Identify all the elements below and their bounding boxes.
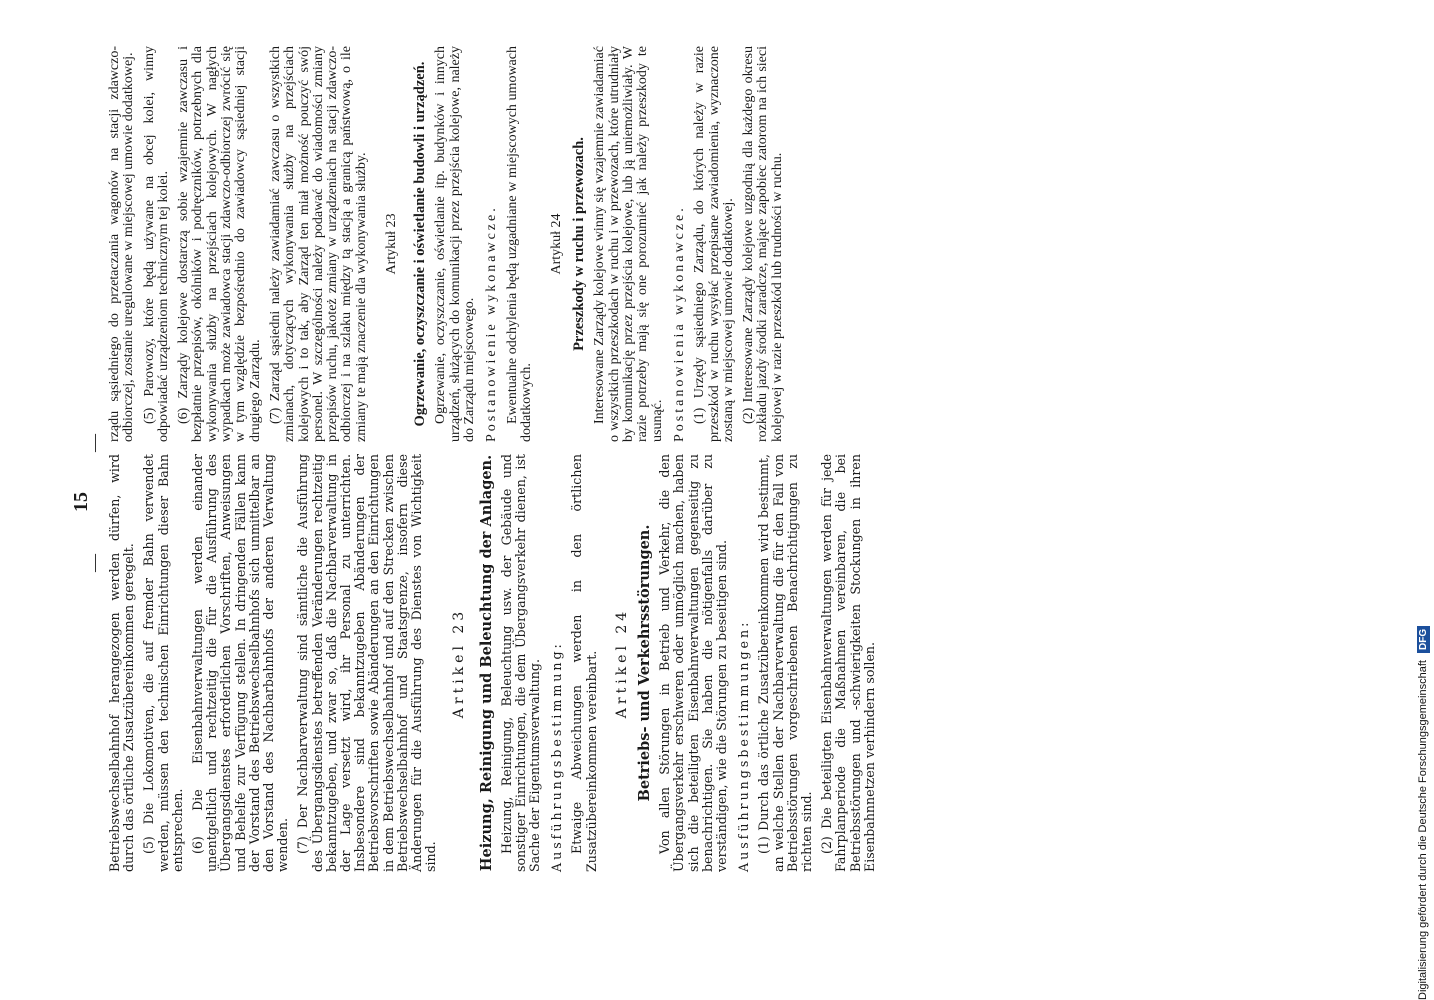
german-paragraph-7: (7) Der Nachbarverwaltung sind sämtliche die Ausführung des Übergangsdienstes betreffenden Veränderungen rechtzeitig bekanntzugeben, und zwar so, daß die Nachbarverwaltung in der Lage versetzt wird, ihr Personal zu unterrichten. Insbesondere sind bekanntzugeben Abänderungen der Betriebsvorschriften sowie Abänderungen an den Einrichtungen in dem Betriebswechselbahnhof und auf den Strecken zwischen Betriebswechselbahnhof und Staatsgrenze, insofern diese Änderungen für die Ausführung des Dienstes von Wichtigkeit sind. — [295, 454, 439, 872]
digitization-note — [1412, 0, 1434, 1000]
polish-article-24-rules-label: Postanowienia wykonawcze. — [671, 205, 687, 442]
dfg-logo: DFG — [1417, 626, 1430, 653]
german-article-24-heading: Betriebs- und Verkehrsstörungen. — [636, 524, 654, 802]
german-column — [108, 454, 883, 872]
polish-article-24-rule-1: (1) Urzędy sąsiedniego Zarządu, do których należy w razie przeszkód w ruchu wysyłać przepisane zawiadomienia, wyznaczone zostaną w miejscowej umowie dodatkowej. — [692, 46, 736, 442]
german-article-24-title: Artikel 24 — [613, 607, 630, 719]
page-dash-right: — — [84, 434, 104, 452]
german-paragraph-5: (5) Die Lokomotiven, die auf fremder Bahn verwendet werden, müssen den technischen Einrichtungen dieser Bahn entsprechen. — [141, 454, 185, 872]
german-paragraph-6: (6) Die Eisenbahnverwaltungen werden einander unentgeltlich und rechtzeitig die für die Ausführung des Übergangsdienstes erforderlichen Vorschriften, Anweisungen und Behelfe zur Verfügung stellen. In dringenden Fällen kann der Vorstand des Betriebswechselbahnhofs sich unmittelbar an den Vorstand des Nachbarbahnhofs der anderen Verwaltung wenden. — [190, 454, 291, 872]
polish-article-24-heading: Przeszkody w ruchu i przewozach. — [571, 137, 588, 351]
polish-paragraph-5: (5) Parowozy, które będą używane na obcej kolei, winny odpowiadać urządzeniom technicznym tej kolei. — [141, 46, 171, 442]
german-article-24-rule-2: (2) Die beteiligten Eisenbahnverwaltungen werden für jede Fahrplanperiode die Maßnahmen vereinbaren, die bei Betriebsstörungen und -schwierigkeiten Stockungen in ihren Eisenbahnnetzen verhindern sollen. — [819, 454, 877, 872]
german-article-24-rule-1: (1) Durch das örtliche Zusatzübereinkommen wird bestimmt, an welche Stellen der Nachbarverwaltung die für den Fall von Betriebsstörungen vorgeschriebenen Benachrichtigungen zu richten sind. — [756, 454, 814, 872]
polish-article-23-rule-label: Postanowienie wykonawcze. — [484, 205, 500, 442]
polish-article-23-rule-text: Ewentualne odchylenia będą uzgadniane w miejscowych umowach dodatkowych. — [504, 46, 534, 442]
german-article-24-text: Von allen Störungen in Betrieb und Verkehr, die den Übergangsverkehr erschweren oder unmöglich machen, haben sich die beteiligten Eisenbahnverwaltungen gegenseitig zu benachrichtigen. Sie haben die nötigenfalls darüber zu verständigen, wie die Störungen zu beseitigen sind. — [657, 454, 729, 872]
german-article-23-rule-label: Ausführungsbestimmung: — [549, 641, 565, 872]
polish-column — [108, 46, 791, 442]
polish-article-24-rule-2: (2) Interesowane Zarządy kolejowe uzgodnią dla każdego okresu rozkładu jazdy środki zaradcze, mające zapobiec zatorom na ich sieci kolejowej w razie przeszkód lub trudności w ruchu. — [741, 46, 785, 442]
polish-paragraph-6: (6) Zarządy kolejowe dostarczą sobie wzajemnie zawczasu i bezpłatnie przepisów, okólników i podręczników, potrzebnych dla wykonywania służby na przejściach kolejowych. W nagłych wypadkach może zawiadowca stacji zdawczo-odbiorczej zwrócić się w tym względzie bezpośrednio do zawiadowcy sąsiedniej stacji drugiego Zarządu. — [176, 46, 263, 442]
german-article-24-rules-label: Ausführungsbestimmungen: — [736, 619, 752, 872]
digitization-sidebar — [1412, 0, 1434, 1000]
german-article-23-heading: Heizung, Reinigung und Beleuchtung der Anlagen. — [477, 454, 495, 872]
page-dash-left: — — [84, 554, 104, 572]
german-article-23-title: Artikel 23 — [451, 607, 468, 719]
german-intro-paragraph: Betriebswechselbahnhof herangezogen werden dürfen, wird durch das örtliche Zusatzübereinkommen geregelt. — [107, 454, 137, 872]
polish-article-23-heading: Ogrzewanie, oczyszczanie i oświetlanie budowli i urządzeń. — [412, 61, 429, 427]
polish-article-23-title: Artykuł 23 — [384, 213, 400, 275]
polish-article-24-title: Artykuł 24 — [549, 213, 565, 275]
polish-article-23-text: Ogrzewanie, oczyszczanie, oświetlanie itp. budynków i innych urządzeń, służących do komunikacji przez przejścia kolejowe, należy do Zarządu miejscowego. — [433, 46, 477, 442]
polish-article-24-text: Interesowane Zarządy kolejowe winny się wzajemnie zawiadamiać o wszystkich przeszkodach w ruchu i w przewozach, które utrudniały by komunikację przez przejścia kolejowe, lub ją uniemożliwiały. W razie potrzeby mają się one porozumieć jak należy przeszkody te usunąć. — [592, 46, 665, 442]
page-number: 15 — [70, 492, 92, 512]
polish-intro-paragraph: rządu sąsiedniego do przetaczania wagonów na stacji zdawczo-odbiorczej, zostanie uregulowane w miejscowej umowie dodatkowej. — [107, 46, 137, 442]
german-article-23-rule-text: Etwaige Abweichungen werden in den örtlichen Zusatzübereinkommen vereinbart. — [569, 454, 599, 872]
polish-paragraph-7: (7) Zarząd sąsiedni należy zawiadamiać zawczasu o wszystkich zmianach, dotyczących wykonywania służby na przejściach kolejowych i to tak, aby Zarząd ten miał możność pouczyć swój personel. W szczególności należy podawać do wiadomości zmiany przepisów ruchu, jakoteż zmiany w urządzeniach na stacji zdawczo-odbiorczej i na szlaku między tą stacją a granicą państwową, o ile zmiany te mają znaczenie dla wykonywania służby. — [267, 46, 369, 442]
digitization-text: Digitalisierung gefördert durch die Deutsche Forschungsgemeinschaft — [1417, 660, 1429, 1000]
german-article-23-text: Heizung, Reinigung, Beleuchtung usw. der Gebäude und sonstiger Einrichtungen, die dem Übergangsverkehr dienen, ist Sache der Eigentumsverwaltung. — [498, 454, 543, 872]
